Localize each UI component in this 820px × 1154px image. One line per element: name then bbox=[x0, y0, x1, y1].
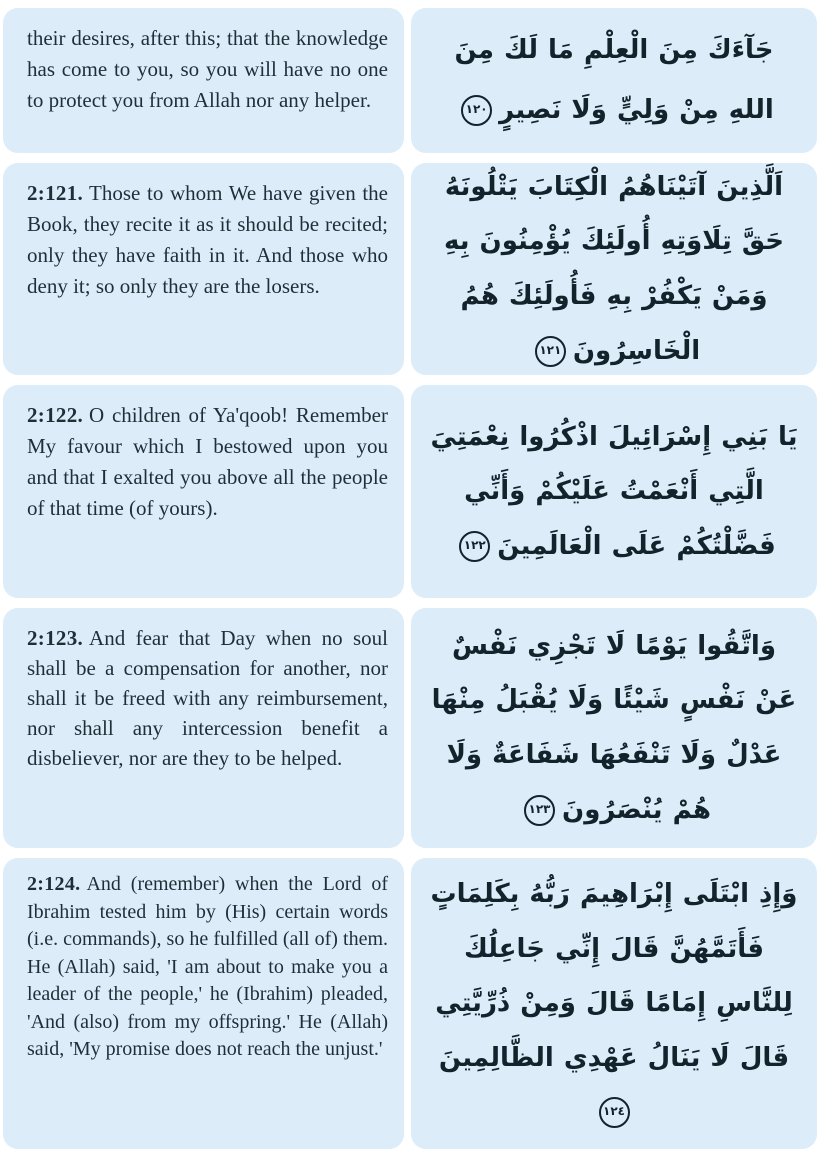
ayah-number-badge: ١٢٢ bbox=[459, 531, 490, 562]
arabic-panel-123 bbox=[411, 608, 817, 848]
arabic-verse-body: يَا بَنِي إِسْرَائِيلَ اذْكُرُوا نِعْمَتِيَ الَّتِي أَنْعَمْتُ عَلَيْكُمْ وَأَنِّي فَضَّلْتُكُمْ عَلَى الْعَالَمِينَ bbox=[430, 421, 798, 561]
arabic-panel-121 bbox=[411, 163, 817, 375]
arabic-verse-body: وَاتَّقُوا يَوْمًا لَا تَجْزِي نَفْسٌ عَنْ نَفْسٍ شَيْئًا وَلَا يُقْبَلُ مِنْهَا عَدْلٌ وَلَا تَنْفَعُهَا شَفَاعَةٌ وَلَا هُمْ يُنْصَرُونَ bbox=[431, 630, 797, 825]
translation-panel-121 bbox=[3, 163, 404, 375]
translation-text: And (remember) when the Lord of Ibrahim tested him by (His) certain words (i.e. commands), so he fulfilled (all of) them. He (Allah) said, 'I am about to make you a leader of the people,' he (Ibrahim) pleaded, 'And (also) from my offspring.' He (Allah) said, 'My promise does not reach the unjust.' bbox=[27, 873, 388, 1060]
verse-ref: 2:124. bbox=[27, 873, 81, 895]
verse-ref: 2:121. bbox=[27, 181, 84, 205]
translation-text: their desires, after this; that the knowledge has come to you, so you will have no one to protect you from Allah nor any helper. bbox=[27, 26, 388, 112]
arabic-verse-text bbox=[429, 163, 799, 375]
arabic-panel-120 bbox=[411, 8, 817, 153]
verse-ref: 2:122. bbox=[27, 403, 84, 427]
arabic-verse-text bbox=[429, 867, 799, 1140]
arabic-verse-body: اَلَّذِينَ آتَيْنَاهُمُ الْكِتَابَ يَتْلُونَهُ حَقَّ تِلَاوَتِهِ أُولَئِكَ يُؤْمِنُونَ بِهِ وَمَنْ يَكْفُرْ بِهِ فَأُولَئِكَ هُمُ الْخَاسِرُونَ bbox=[443, 171, 785, 366]
arabic-verse-text bbox=[429, 410, 799, 574]
arabic-panel-124 bbox=[411, 858, 817, 1149]
translation-panel-120 bbox=[3, 8, 404, 153]
arabic-panel-122 bbox=[411, 385, 817, 598]
translation-panel-122 bbox=[3, 385, 404, 598]
translation-text: And fear that Day when no soul shall be a compensation for another, nor shall it be freed with any reimbursement, nor shall any intercession benefit a disbeliever, nor are they to be helped. bbox=[27, 626, 388, 770]
ayah-number-badge: ١٢٠ bbox=[461, 95, 492, 126]
arabic-verse-body: جَآءَكَ مِنَ الْعِلْمِ مَا لَكَ مِنَ اللهِ مِنْ وَلِيٍّ وَلَا نَصِيرٍ bbox=[454, 34, 774, 125]
translation-text: Those to whom We have given the Book, they recite it as it should be recited; only they have faith in it. And those who deny it; so only they are the losers. bbox=[27, 181, 388, 298]
ayah-number-badge: ١٢٤ bbox=[599, 1097, 630, 1128]
ayah-number-badge: ١٢٣ bbox=[524, 795, 555, 826]
translation-text: O children of Ya'qoob! Remember My favour which I bestowed upon you and that I exalted you above all the people of that time (of yours). bbox=[27, 403, 388, 520]
translation-panel-123 bbox=[3, 608, 404, 848]
verse-ref: 2:123. bbox=[27, 626, 84, 650]
arabic-verse-text bbox=[429, 21, 799, 141]
translation-panel-124 bbox=[3, 858, 404, 1149]
arabic-verse-body: وَإِذِ ابْتَلَى إِبْرَاهِيمَ رَبُّهُ بِكَلِمَاتٍ فَأَتَمَّهُنَّ قَالَ إِنِّي جَاعِلُكَ لِلنَّاسِ إِمَامًا قَالَ وَمِنْ ذُرِّيَّتِي قَالَ لَا يَنَالُ عَهْدِي الظَّالِمِينَ bbox=[430, 879, 798, 1073]
arabic-verse-text bbox=[429, 619, 799, 837]
ayah-number-badge: ١٢١ bbox=[535, 336, 566, 367]
